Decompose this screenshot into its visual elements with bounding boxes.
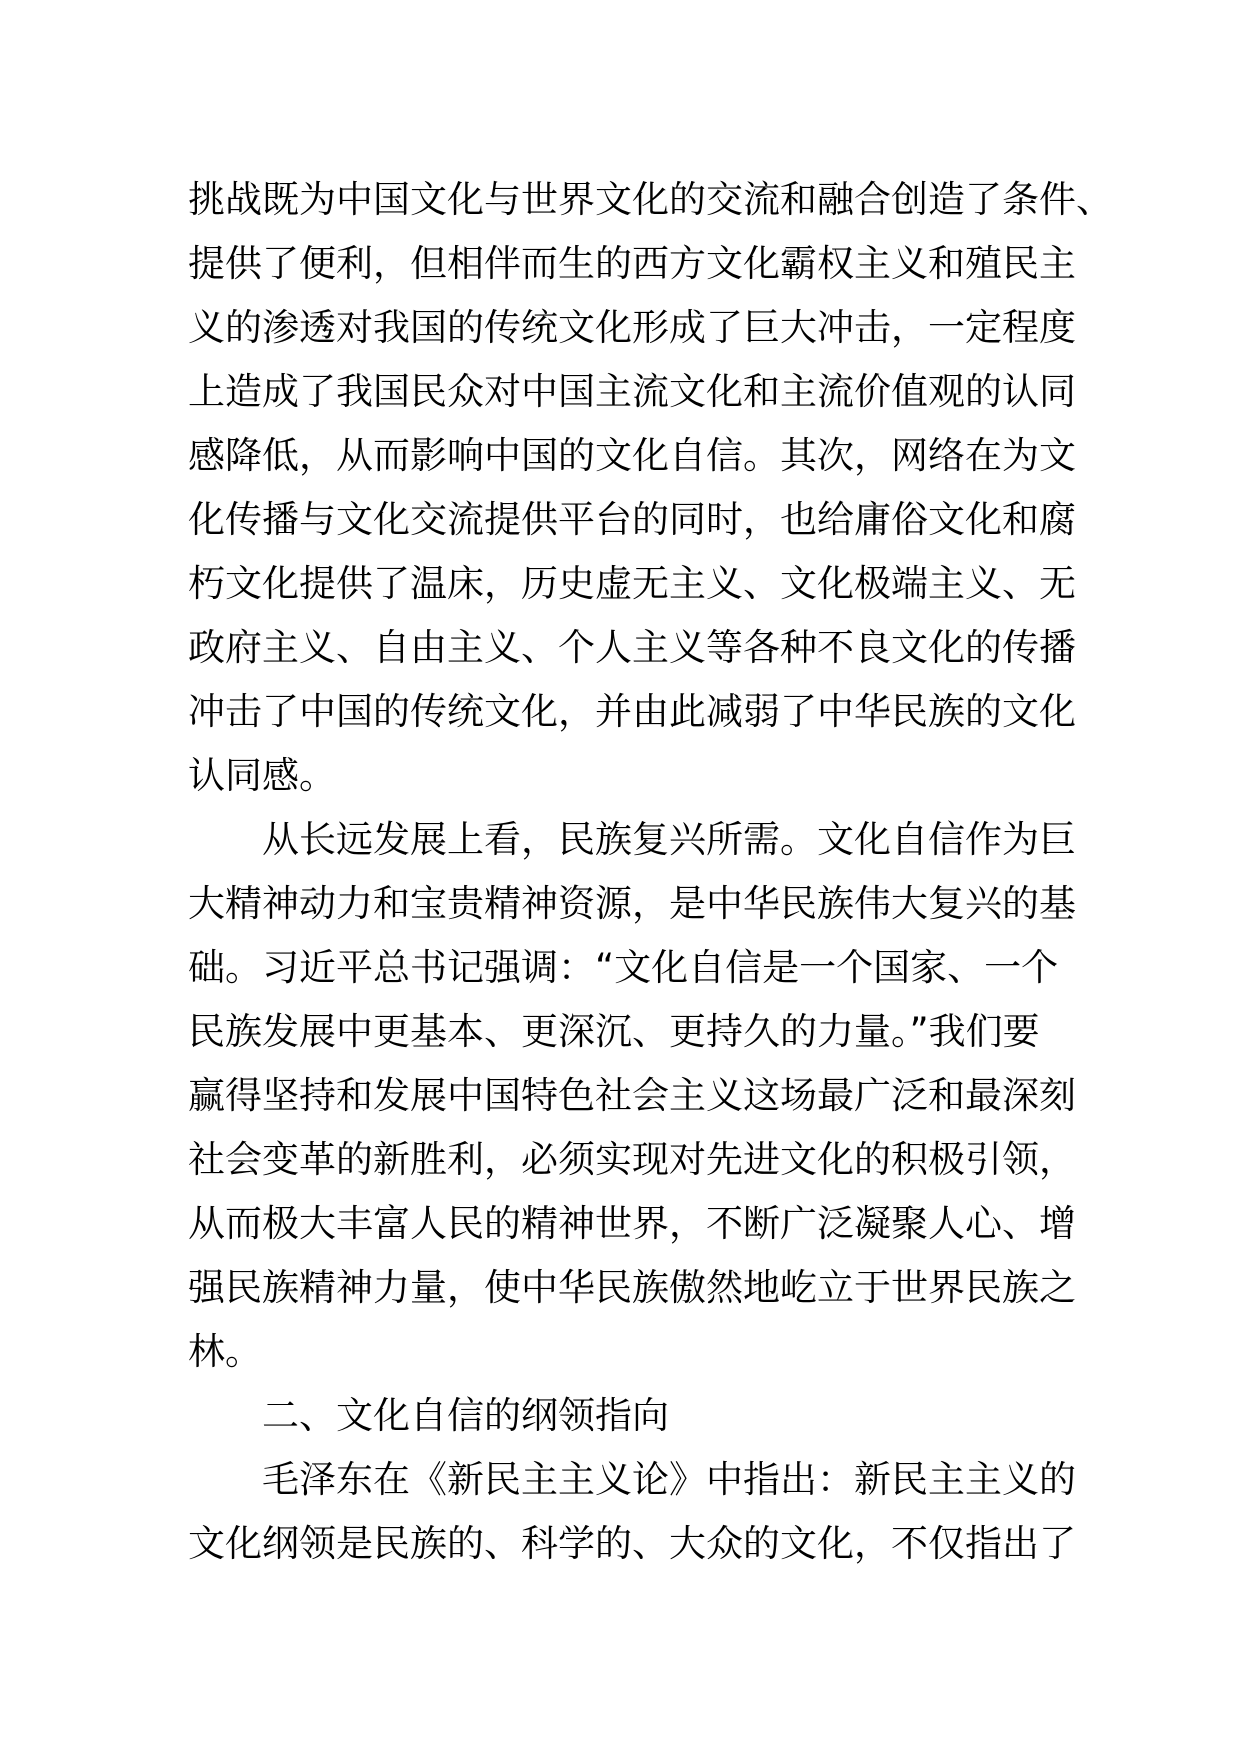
paragraph-first-line: 从长远发展上看，民族复兴所需。文化自信作为巨	[262, 818, 1076, 861]
text-line: 朽文化提供了温床，历史虚无主义、文化极端主义、无	[188, 562, 1076, 605]
text-line: 础。习近平总书记强调：“文化自信是一个国家、一个	[188, 946, 1059, 989]
text-line: 大精神动力和宝贵精神资源，是中华民族伟大复兴的基	[188, 882, 1076, 925]
text-line: 化传播与文化交流提供平台的同时，也给庸俗文化和腐	[188, 498, 1076, 541]
text-line: 提供了便利，但相伴而生的西方文化霸权主义和殖民主	[188, 242, 1076, 285]
text-line: 挑战既为中国文化与世界文化的交流和融合创造了条件、	[188, 178, 1113, 221]
text-line: 感降低，从而影响中国的文化自信。其次，网络在为文	[188, 434, 1076, 477]
body-text	[188, 168, 1113, 1576]
text-line: 林。	[188, 1330, 262, 1373]
text-line: 强民族精神力量，使中华民族傲然地屹立于世界民族之	[188, 1266, 1076, 1309]
text-line: 从而极大丰富人民的精神世界，不断广泛凝聚人心、增	[188, 1202, 1076, 1245]
text-line: 赢得坚持和发展中国特色社会主义这场最广泛和最深刻	[188, 1074, 1076, 1117]
text-line: 民族发展中更基本、更深沉、更持久的力量。”我们要	[188, 1010, 1040, 1053]
text-line: 政府主义、自由主义、个人主义等各种不良文化的传播	[188, 626, 1076, 669]
text-line: 义的渗透对我国的传统文化形成了巨大冲击，一定程度	[188, 306, 1076, 349]
text-line: 冲击了中国的传统文化，并由此减弱了中华民族的文化	[188, 690, 1076, 733]
text-line: 社会变革的新胜利，必须实现对先进文化的积极引领，	[188, 1138, 1076, 1181]
section-heading: 二、文化自信的纲领指向	[262, 1394, 669, 1437]
text-line: 上造成了我国民众对中国主流文化和主流价值观的认同	[188, 370, 1076, 413]
paragraph-first-line: 毛泽东在《新民主主义论》中指出：新民主主义的	[262, 1458, 1076, 1501]
text-line: 认同感。	[188, 754, 336, 797]
text-line: 文化纲领是民族的、科学的、大众的文化，不仅指出了	[188, 1522, 1076, 1565]
